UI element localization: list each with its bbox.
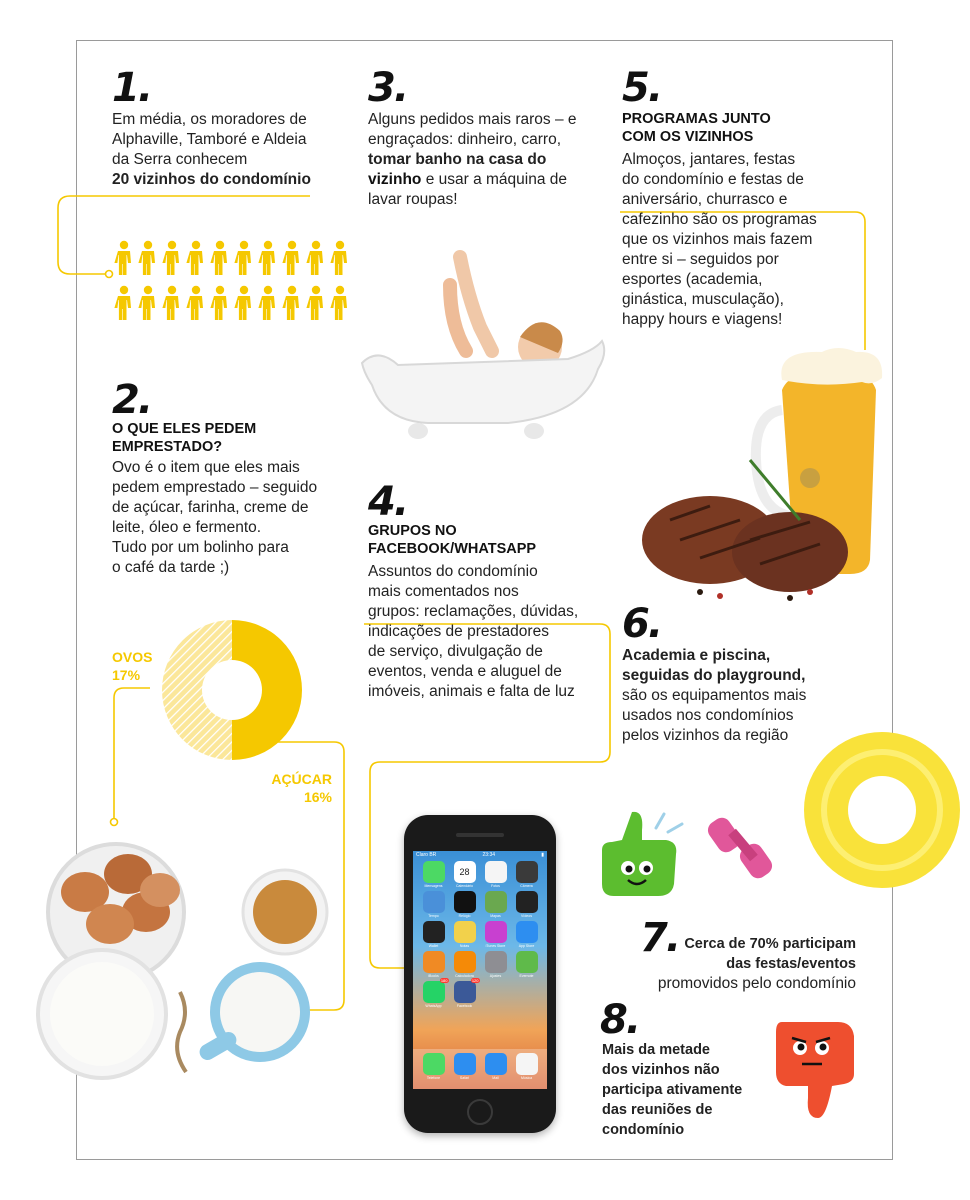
item-5-line: cafezinho são os programas — [622, 211, 817, 228]
item-4-line: imóveis, animais e falta de luz — [368, 683, 575, 700]
item-4-heading-line: FACEBOOK/WHATSAPP — [368, 541, 537, 557]
item-1-number: 1. — [112, 65, 152, 111]
app-label: Mapas — [490, 914, 501, 918]
item-3-line-rest: e usar a máquina de — [421, 171, 568, 188]
person-icon — [136, 285, 160, 321]
speaker-grille — [456, 833, 504, 837]
item-8-number: 8. — [600, 997, 640, 1043]
item-2-line: Tudo por um bolinho para — [112, 539, 289, 556]
app-icon[interactable] — [418, 861, 449, 888]
bathtub-child-image — [358, 245, 608, 445]
person-icon — [280, 285, 304, 321]
app-label: iTunes Store — [485, 944, 506, 948]
item-1-text — [112, 110, 352, 190]
item-5-text — [622, 150, 852, 330]
item-6-line: usados nos condomínios — [622, 707, 794, 724]
app-label: Mensagens — [424, 884, 443, 888]
app-icon[interactable] — [480, 951, 511, 978]
app-icon[interactable] — [480, 921, 511, 948]
app-icon[interactable] — [511, 951, 542, 978]
person-icon — [112, 240, 136, 276]
item-1-line: Alphaville, Tamboré e Aldeia — [112, 131, 307, 148]
item-3-line: engraçados: dinheiro, carro, — [368, 131, 562, 148]
person-icon — [184, 285, 208, 321]
item-2-text — [112, 458, 352, 578]
item-2-number: 2. — [112, 377, 152, 423]
notification-badge: 120 — [471, 978, 479, 983]
item-4-number: 4. — [368, 479, 408, 525]
item-5-heading-line: PROGRAMAS JUNTO — [622, 111, 771, 127]
item-2-line: o café da tarde ;) — [112, 559, 230, 576]
baking-ingredients-image — [30, 832, 350, 1082]
item-8-line: das reuniões de — [602, 1102, 713, 1118]
app-label: Vídeos — [521, 914, 532, 918]
app-label: Tempo — [428, 914, 439, 918]
app-label: Wallet — [428, 944, 439, 948]
notification-badge: 180 — [440, 978, 448, 983]
person-icon — [328, 285, 352, 321]
item-7-line: promovidos pelo condomínio — [657, 975, 856, 992]
app-label: Facebook — [456, 1004, 473, 1008]
ovos-value: 17% — [112, 667, 141, 683]
app-label: Relógio — [458, 914, 471, 918]
app-label: Notas — [459, 944, 470, 948]
item-7-number: 7. — [640, 915, 680, 961]
item-5-heading-line: COM OS VIZINHOS — [622, 129, 754, 145]
item-2-line: de açúcar, farinha, creme de — [112, 499, 309, 516]
item-2-heading — [112, 420, 256, 456]
person-icon — [304, 285, 328, 321]
person-icon — [184, 240, 208, 276]
app-icon[interactable] — [418, 891, 449, 918]
person-icon — [328, 240, 352, 276]
item-3-bold-word: vizinho — [368, 171, 422, 188]
people-icons-grid — [112, 240, 352, 321]
item-4-line: de serviço, divulgação de — [368, 643, 543, 660]
app-icon[interactable] — [511, 861, 542, 888]
person-icon — [280, 240, 304, 276]
app-label: Calculadora — [455, 974, 474, 978]
dock-app-icon[interactable] — [480, 1053, 511, 1089]
dock-app-icon[interactable] — [449, 1053, 480, 1089]
item-4-heading-line: GRUPOS NO — [368, 523, 457, 539]
item-8-text — [602, 1040, 772, 1140]
phone-screen — [413, 851, 547, 1089]
item-2-line: Ovo é o item que eles mais — [112, 459, 300, 476]
item-2-line: pedem emprestado – seguido — [112, 479, 318, 496]
person-icon — [160, 285, 184, 321]
app-icon[interactable]: 28 Calendário — [449, 861, 480, 888]
item-5-line: do condomínio e festas de — [622, 171, 804, 188]
app-label: Câmera — [520, 884, 533, 888]
person-icon — [232, 285, 256, 321]
app-grid — [413, 859, 547, 1008]
home-button — [467, 1099, 493, 1125]
item-5-line: ginástica, musculação), — [622, 291, 784, 308]
donut-solid-segment — [232, 620, 302, 760]
item-2-line: leite, óleo e fermento. — [112, 519, 262, 536]
battery-icon: ▮ — [541, 852, 544, 858]
thumbs-down-icon — [772, 1018, 862, 1122]
acucar-value: 16% — [303, 789, 332, 805]
beer-and-steak-image — [640, 330, 930, 610]
item-5-line: Almoços, jantares, festas — [622, 151, 796, 168]
item-3-text — [368, 110, 608, 210]
item-6-bold-line: Academia e piscina, — [622, 647, 771, 664]
app-icon[interactable] — [511, 891, 542, 918]
item-4-line: mais comentados nos — [368, 583, 519, 600]
person-icon — [160, 240, 184, 276]
app-label: iBooks — [428, 974, 439, 978]
dock-app-label: Safari — [459, 1076, 470, 1080]
dock-app-icon[interactable] — [511, 1053, 542, 1089]
app-icon[interactable] — [449, 978, 480, 1008]
person-icon — [136, 240, 160, 276]
item-4-line: indicações de prestadores — [368, 623, 549, 640]
item-4-line: Assuntos do condomínio — [368, 563, 538, 580]
chart-label-acucar — [260, 770, 332, 806]
item-7-bold-line: Cerca de 70% participam — [684, 936, 856, 952]
item-8-line: condomínio — [602, 1122, 685, 1138]
person-icon — [208, 285, 232, 321]
app-icon[interactable] — [480, 861, 511, 888]
app-icon[interactable] — [480, 891, 511, 918]
swim-ring-image — [784, 720, 970, 900]
app-icon[interactable] — [449, 891, 480, 918]
item-2-heading-line: O QUE ELES PEDEM — [112, 421, 257, 437]
item-4-line: grupos: reclamações, dúvidas, — [368, 603, 579, 620]
person-icon — [208, 240, 232, 276]
dock-app-icon[interactable] — [418, 1053, 449, 1089]
item-5-line: esportes (academia, — [622, 271, 763, 288]
item-5-line: aniversário, churrasco e — [622, 191, 788, 208]
app-dock — [413, 1049, 547, 1089]
item-6-bold-line: seguidas do playground, — [622, 667, 806, 684]
item-6-line: são os equipamentos mais — [622, 687, 807, 704]
item-1-bold-line: 20 vizinhos do condomínio — [112, 171, 311, 188]
app-icon[interactable] — [418, 978, 449, 1008]
donut-chart — [150, 618, 310, 768]
sparkle-icon — [650, 808, 690, 838]
item-5-heading — [622, 110, 771, 146]
item-6-line: pelos vizinhos da região — [622, 727, 789, 744]
status-bar — [413, 851, 547, 859]
dock-app-label: Música — [520, 1076, 533, 1080]
item-4-heading — [368, 522, 536, 558]
item-3-line: lavar roupas! — [368, 191, 458, 208]
person-icon — [232, 240, 256, 276]
app-icon[interactable] — [449, 951, 480, 978]
app-icon[interactable] — [449, 921, 480, 948]
item-8-line: dos vizinhos não — [602, 1062, 720, 1078]
app-label: Evernote — [519, 974, 534, 978]
item-6-number: 6. — [622, 601, 662, 647]
app-label: Ajustes — [489, 974, 502, 978]
dock-app-label: Mail — [492, 1076, 499, 1080]
item-1-line: Em média, os moradores de — [112, 111, 307, 128]
app-label: Calendário — [456, 884, 473, 888]
item-5-line: entre si – seguidos por — [622, 251, 779, 268]
item-5-number: 5. — [622, 65, 662, 111]
smartphone-image — [404, 815, 556, 1133]
app-icon[interactable] — [418, 921, 449, 948]
person-icon — [112, 285, 136, 321]
chart-label-ovos — [112, 648, 152, 684]
clock: 23:34 — [482, 852, 496, 858]
app-label: App Store — [518, 944, 535, 948]
dumbbells-image — [700, 800, 790, 890]
person-icon — [304, 240, 328, 276]
item-1-line: da Serra conhecem — [112, 151, 248, 168]
app-icon[interactable] — [511, 921, 542, 948]
person-icon — [256, 285, 280, 321]
item-8-line: Mais da metade — [602, 1042, 710, 1058]
ovos-label: OVOS — [112, 649, 153, 665]
item-4-text — [368, 562, 608, 702]
person-icon — [256, 240, 280, 276]
item-3-line: Alguns pedidos mais raros – e — [368, 111, 577, 128]
item-7-bold-line: das festas/eventos — [726, 956, 856, 972]
item-5-line: que os vizinhos mais fazem — [622, 231, 813, 248]
item-3-bold-line: tomar banho na casa do — [368, 151, 547, 168]
item-5-line: happy hours e viagens! — [622, 311, 783, 328]
carrier: Claro BR — [416, 852, 437, 858]
donut-remainder-segment — [162, 620, 232, 760]
app-label: Fotos — [491, 884, 500, 888]
item-4-line: eventos, venda e aluguel de — [368, 663, 562, 680]
app-icon[interactable] — [418, 951, 449, 978]
item-8-line: participa ativamente — [602, 1082, 743, 1098]
dock-app-label: Telefone — [426, 1076, 441, 1080]
item-3-number: 3. — [368, 65, 408, 111]
acucar-label: AÇÚCAR — [271, 771, 332, 787]
app-label: WhatsApp — [425, 1004, 442, 1008]
item-2-heading-line: EMPRESTADO? — [112, 439, 223, 455]
item-7-text — [620, 934, 856, 994]
